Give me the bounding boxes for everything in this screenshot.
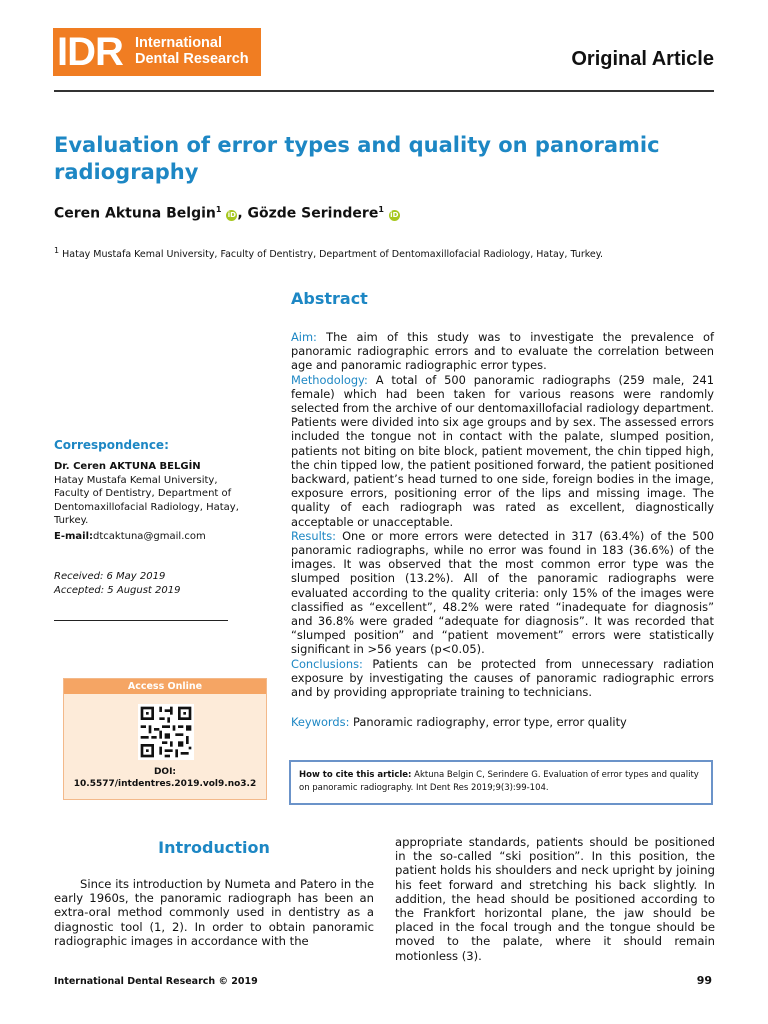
correspondence-block: [54, 460, 254, 528]
orcid-icon[interactable]: iD: [227, 210, 236, 219]
aim-text: The aim of this study was to investigate the prevalence of panoramic radiographic errors and to evaluate the correlation between age and panoramic radiographic error types.: [291, 330, 714, 373]
author-name: Gözde Serindere: [247, 205, 379, 222]
results-text: One or more errors were detected in 317 (63.4%) of the 500 panoramic radiographs, while no error was found in 183 (36.6%) of the images. It was observed that the most common error type was the slumped position (13.2%). All of the panoramic radiographs were evaluated according to the quality criteria: only 15% of the images were classified as “excellent”, 48.2% were rated “inadequate for diagnosis” and 36.8% were graded “adequate for diagnosis”. It was recorded that “slumped position” and “patient movement” errors were statistically significant in >56 years (p<0.05).: [291, 528, 714, 657]
qr-code-icon[interactable]: [138, 704, 194, 760]
introduction-paragraph: Since its introduction by Numeta and Patero in the early 1960s, the panoramic radiograph has been an extra-oral method commonly used in dentistry as a diagnostic tool (1, 2). In order to obtain panoramic radiographic images in accordance with the: [54, 877, 374, 948]
citation-label: How to cite this article:: [299, 770, 412, 780]
doi-label: DOI:: [153, 767, 177, 777]
page-number: 99: [696, 974, 712, 987]
affiliation-marker: 1: [378, 205, 384, 214]
author-name: Ceren Aktuna Belgin: [54, 205, 216, 222]
conclusions-label: Conclusions:: [291, 656, 363, 671]
email-link[interactable]: dtcaktuna@gmail.com: [93, 531, 206, 542]
article-dates: [54, 570, 180, 597]
correspondence-heading: Correspondence:: [54, 438, 169, 452]
correspondence-address: Hatay Mustafa Kemal University, Faculty of Dentistry, Department of Dentomaxillofacial Radiology, Hatay, Turkey.: [54, 474, 239, 526]
journal-logo: [53, 28, 261, 76]
introduction-paragraph-continued: appropriate standards, patients should be positioned in the so-called “ski position”. In this position, the patient holds his shoulders and neck upright by joining his feet forward and stretching his back slightly. In addition, the head should be positioned according to the Frankfort horizontal plane, the jaw should be placed in the focal trough and the tongue should be moved to the palate, where it should remain motionless (3).: [395, 835, 715, 963]
article-title: Evaluation of error types and quality on panoramic radiography: [54, 133, 660, 184]
keywords: [291, 715, 714, 729]
correspondence-email: [54, 531, 206, 542]
abstract-body: [291, 330, 714, 699]
affiliation-marker: 1: [215, 205, 222, 214]
abstract-methodology: [291, 373, 714, 529]
conclusions-text: Patients can be protected from unnecessary radiation exposure by investigating the causes of panoramic radiographic errors and by providing appropriate training to technicians.: [291, 656, 715, 700]
email-label: E-mail:: [54, 531, 94, 542]
received-date: Received: 6 May 2019: [54, 571, 166, 582]
orcid-icon[interactable]: iD: [390, 210, 399, 219]
abstract-heading: Abstract: [291, 289, 368, 308]
citation-text: Aktuna Belgin C, Serindere G. Evaluation of error types and quality on panoramic radiography. Int Dent Res 2019;9(3):99-104.: [299, 770, 699, 793]
methodology-text: A total of 500 panoramic radiographs (259 male, 241 female) which had been taken for various reasons were randomly selected from the archive of our dentomaxillofacial radiology department. Patients were divided into six age groups and by sex. The assessed errors included the tongue not in contact with the palate, slumped position, patients not biting on bite block, patient movement, the chin tipped high, the chin tipped low, the patient positioned forward, the patient positioned backward, patient’s head turned to one side, foreign bodies in the image, exposure errors, positioning error of the lips and missing image. The quality of each radiograph was rated as excellent, diagnostically acceptable or unacceptable.: [291, 372, 714, 529]
affiliation-text: Hatay Mustafa Kemal University, Faculty of Dentistry, Department of Dentomaxillofacial Radiology, Hatay, Turkey.: [62, 249, 604, 261]
logo-line2: Dental Research: [135, 51, 249, 67]
affiliation-marker: 1: [54, 246, 60, 255]
footer-journal: International Dental Research © 2019: [54, 976, 258, 987]
abstract-aim: [291, 330, 714, 373]
access-online-heading: Access Online: [64, 679, 266, 694]
access-online-box: [63, 678, 267, 800]
introduction-heading: Introduction: [158, 838, 270, 857]
correspondence-divider: [54, 620, 228, 621]
accepted-date: Accepted: 5 August 2019: [54, 584, 181, 596]
abstract-results: [291, 529, 714, 657]
results-label: Results:: [291, 528, 336, 543]
methodology-label: Methodology:: [291, 372, 368, 387]
correspondence-name: Dr. Ceren AKTUNA BELGİN: [54, 461, 201, 472]
logo-line1: International: [135, 35, 223, 51]
article-type: Original Article: [571, 48, 714, 70]
keywords-label: Keywords:: [291, 715, 350, 729]
keywords-text: Panoramic radiography, error type, error quality: [353, 715, 627, 729]
affiliation: [54, 246, 603, 260]
author-list: Ceren Aktuna Belgin$^1$ iD, Gözde Serindere$^1$ iD: [54, 205, 399, 222]
logo-letters: IDR: [57, 30, 123, 74]
citation-box: [289, 760, 713, 805]
header-divider: [54, 90, 714, 92]
abstract-conclusions: [291, 657, 714, 700]
doi-link[interactable]: 10.5577/intdentres.2019.vol9.no3.2: [73, 779, 257, 789]
aim-label: Aim:: [291, 330, 317, 344]
